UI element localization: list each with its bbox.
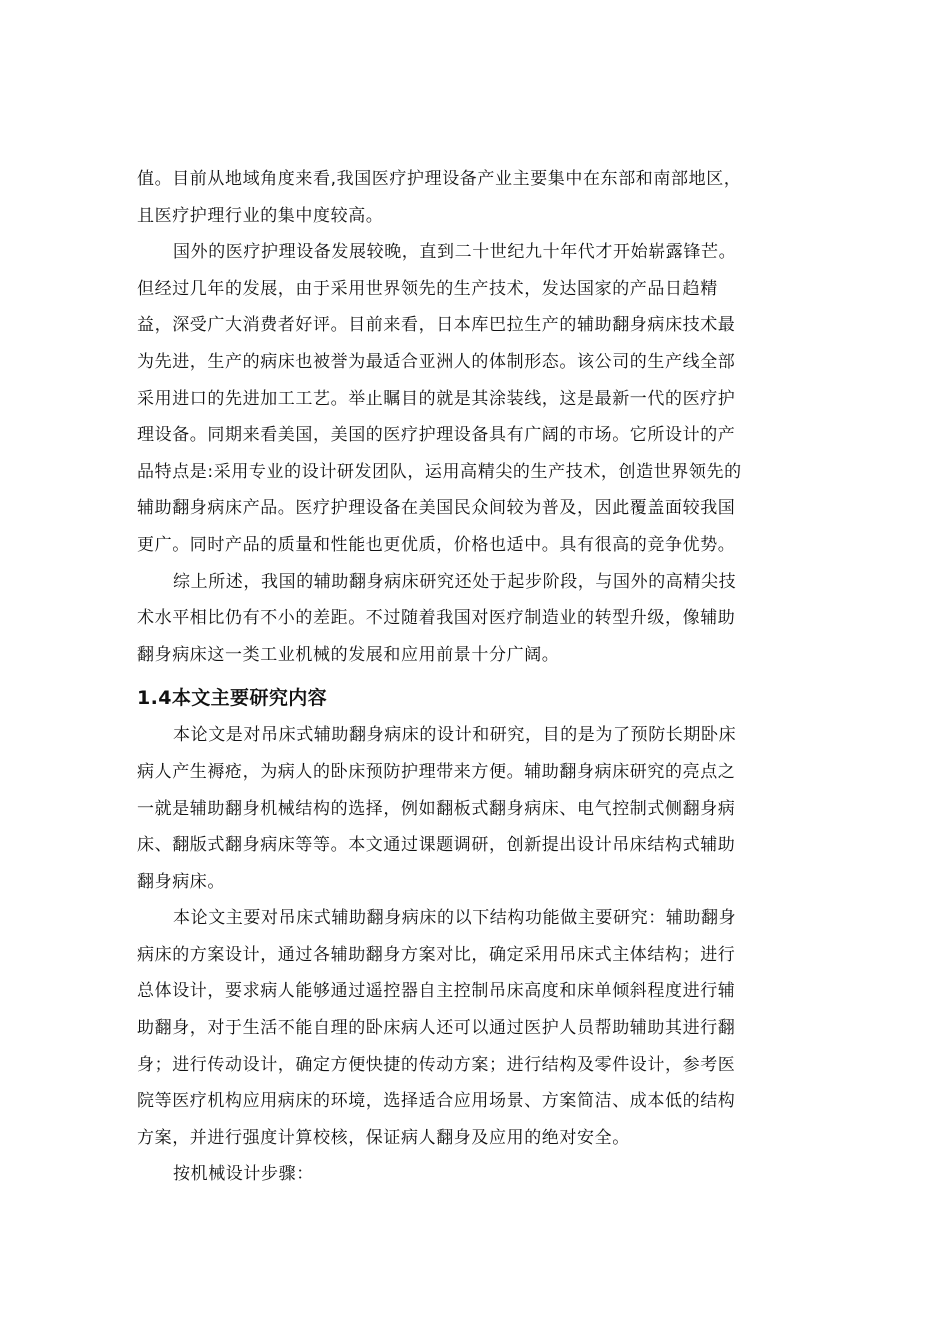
paragraph-line: 更广。同时产品的质量和性能也更优质，价格也适中。具有很高的竞争优势。 <box>137 534 736 555</box>
paragraph-line: 身；进行传动设计，确定方便快捷的传动方案；进行结构及零件设计，参考医 <box>137 1054 736 1075</box>
paragraph-line: 且医疗护理行业的集中度较高。 <box>137 205 384 226</box>
section-heading: 1.4本文主要研究内容 <box>137 687 328 710</box>
paragraph-line: 翻身病床。 <box>137 871 225 892</box>
paragraph-line: 按机械设计步骤： <box>173 1164 314 1185</box>
paragraph-line: 一就是辅助翻身机械结构的选择，例如翻板式翻身病床、电气控制式侧翻身病 <box>137 798 736 819</box>
paragraph-line: 翻身病床这一类工业机械的发展和应用前景十分广阔。 <box>137 644 560 665</box>
paragraph-line: 为先进，生产的病床也被誉为最适合亚洲人的体制形态。该公司的生产线全部 <box>137 351 736 372</box>
paragraph-line: 病床的方案设计，通过各辅助翻身方案对比，确定采用吊床式主体结构；进行 <box>137 944 736 965</box>
paragraph-line: 院等医疗机构应用病床的环境，选择适合应用场景、方案简洁、成本低的结构 <box>137 1091 736 1112</box>
paragraph-line: 国外的医疗护理设备发展较晚，直到二十世纪九十年代才开始崭露锋芒。 <box>173 242 737 263</box>
paragraph-line: 总体设计，要求病人能够通过遥控器自主控制吊床高度和床单倾斜程度进行辅 <box>137 981 736 1002</box>
paragraph-line: 床、翻版式翻身病床等等。本文通过课题调研，创新提出设计吊床结构式辅助 <box>137 835 736 856</box>
paragraph-line: 理设备。同期来看美国，美国的医疗护理设备具有广阔的市场。它所设计的产 <box>137 425 736 446</box>
paragraph-line: 病人产生褥疮，为病人的卧床预防护理带来方便。辅助翻身病床研究的亮点之 <box>137 761 736 782</box>
paragraph-line: 综上所述，我国的辅助翻身病床研究还处于起步阶段，与国外的高精尖技 <box>173 571 737 592</box>
paragraph-line: 益，深受广大消费者好评。目前来看，日本库巴拉生产的辅助翻身病床技术最 <box>137 315 736 336</box>
paragraph-line: 品特点是:采用专业的设计研发团队，运用高精尖的生产技术，创造世界领先的 <box>137 461 742 482</box>
paragraph-line: 但经过几年的发展，由于采用世界领先的生产技术，发达国家的产品日趋精 <box>137 278 718 299</box>
paragraph-line: 采用进口的先进加工工艺。举止瞩目的就是其涂装线，这是最新一代的医疗护 <box>137 388 736 409</box>
document-body <box>137 161 817 1193</box>
paragraph-line: 术水平相比仍有不小的差距。不过随着我国对医疗制造业的转型升级，像辅助 <box>137 608 736 629</box>
paragraph-line: 方案，并进行强度计算校核，保证病人翻身及应用的绝对安全。 <box>137 1127 630 1148</box>
paragraph-line: 值。目前从地域角度来看,我国医疗护理设备产业主要集中在东部和南部地区， <box>137 169 742 189</box>
paragraph-line: 助翻身，对于生活不能自理的卧床病人还可以通过医护人员帮助辅助其进行翻 <box>137 1018 736 1039</box>
paragraph-line: 辅助翻身病床产品。医疗护理设备在美国民众间较为普及，因此覆盖面较我国 <box>137 498 736 519</box>
paragraph-line: 本论文主要对吊床式辅助翻身病床的以下结构功能做主要研究：辅助翻身 <box>173 908 737 929</box>
paragraph-line: 本论文是对吊床式辅助翻身病床的设计和研究，目的是为了预防长期卧床 <box>173 725 737 746</box>
